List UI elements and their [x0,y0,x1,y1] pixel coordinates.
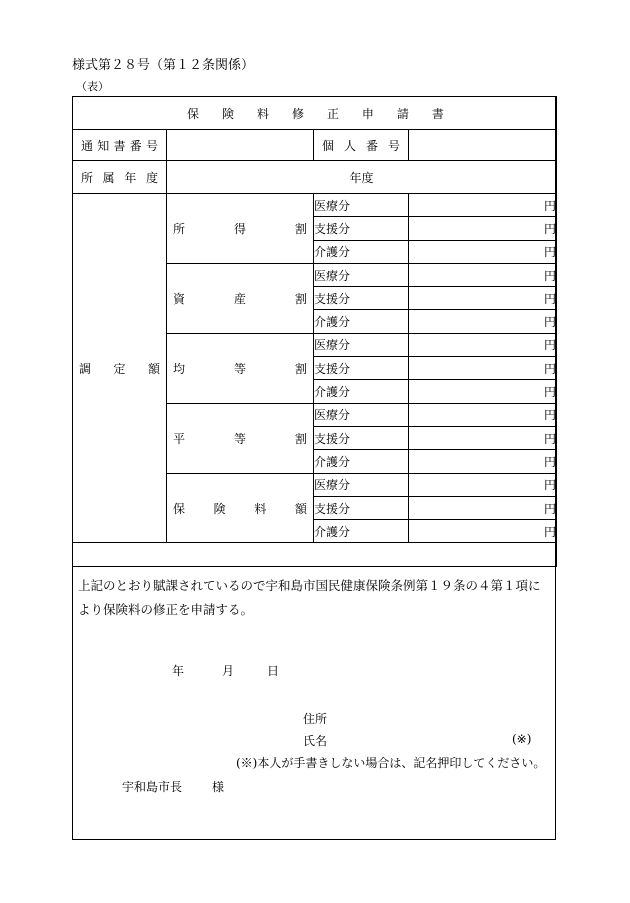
notice-label-char: 号 [145,138,158,153]
year-label-char: 度 [145,170,158,185]
item-label: 介護分 [314,450,409,473]
amount-field[interactable]: 円 [409,520,557,543]
item-label: 医療分 [314,194,409,217]
application-statement: 上記のとおり賦課されているので宇和島市国民健康保険条例第１９条の４第１項により保険料の修正を申請する。 [78,578,541,617]
category-label [167,263,314,333]
title-char: 保 [187,106,200,121]
title-char: 険 [221,106,234,121]
category-char: 割 [294,431,307,446]
date-year: 年 [172,664,185,678]
item-label: 医療分 [314,333,409,356]
item-label: 介護分 [314,310,409,333]
notice-number-field[interactable] [167,130,314,161]
category-char: 平 [173,431,186,446]
personal-label-char: 号 [387,138,400,153]
personal-label-char: 人 [343,138,356,153]
document-title [73,97,557,130]
personal-number-label [314,130,409,161]
notice-label-char: 知 [97,138,110,153]
category-char: 等 [233,361,246,376]
amount-field[interactable]: 円 [409,357,557,380]
fiscal-year-value: 年度 [167,161,557,194]
amount-field[interactable]: 円 [409,217,557,240]
item-label: 介護分 [314,520,409,543]
title-char: 修 [291,106,304,121]
amount-field[interactable]: 円 [409,426,557,449]
title-char: 書 [431,106,444,121]
title-char: 請 [396,106,409,121]
category-char: 資 [173,291,186,306]
amount-field[interactable]: 円 [409,333,557,356]
blank-row [73,543,557,567]
amount-field[interactable]: 円 [409,473,557,496]
application-table [72,96,557,567]
category-label [167,403,314,473]
address-label: 住所 [303,712,328,726]
notice-label-char: 書 [113,138,126,153]
item-label: 支援分 [314,357,409,380]
personal-number-field[interactable] [409,130,557,161]
amount-field[interactable]: 円 [409,310,557,333]
signature-mark: (※) [512,732,532,746]
amount-field[interactable]: 円 [409,287,557,310]
recipient [122,778,224,795]
notice-number-label [73,130,167,161]
front-side-label: （表） [76,80,109,93]
assessed-label-char: 定 [113,361,126,376]
category-char: 均 [173,361,186,376]
category-label [167,473,314,543]
item-label: 支援分 [314,217,409,240]
title-char: 料 [256,106,269,121]
category-char: 得 [233,221,246,236]
category-char: 料 [254,501,267,516]
item-label: 支援分 [314,426,409,449]
amount-field[interactable]: 円 [409,194,557,217]
item-label: 医療分 [314,403,409,426]
amount-field[interactable]: 円 [409,263,557,286]
personal-label-char: 個 [322,138,335,153]
date-month: 月 [222,664,235,678]
category-char: 険 [213,501,226,516]
item-label: 介護分 [314,240,409,263]
assessed-label-char: 額 [147,361,160,376]
item-label: 介護分 [314,380,409,403]
recipient-mayor: 宇和島市長 [122,780,183,794]
amount-field[interactable]: 円 [409,380,557,403]
title-char: 申 [361,106,374,121]
item-label: 支援分 [314,287,409,310]
title-char: 正 [326,106,339,121]
amount-field[interactable]: 円 [409,403,557,426]
notice-label-char: 番 [129,138,142,153]
category-label [167,333,314,403]
category-char: 産 [233,291,246,306]
item-label: 支援分 [314,496,409,519]
form-number: 様式第２８号（第１２条関係） [72,58,255,73]
category-char: 割 [294,221,307,236]
name-label: 氏名 [303,734,328,748]
assessed-label-char: 調 [79,361,92,376]
notice-label-char: 通 [81,138,94,153]
year-label-char: 年 [124,170,137,185]
signature-note: (※)本人が手書きしない場合は、記名押印してください。 [236,756,546,770]
date-day: 日 [267,664,280,678]
fiscal-year-label [73,161,167,194]
item-label: 医療分 [314,473,409,496]
amount-field[interactable]: 円 [409,240,557,263]
amount-field[interactable]: 円 [409,496,557,519]
category-char: 割 [294,361,307,376]
personal-label-char: 番 [365,138,378,153]
assessed-amount-label [73,194,167,543]
category-char: 割 [294,291,307,306]
year-label-char: 属 [102,170,115,185]
category-char: 額 [294,501,307,516]
category-char: 所 [173,221,186,236]
item-label: 医療分 [314,263,409,286]
category-label [167,194,314,264]
year-label-char: 所 [81,170,94,185]
category-char: 等 [233,431,246,446]
recipient-honorific: 様 [212,780,225,794]
amount-field[interactable]: 円 [409,450,557,473]
category-char: 保 [173,501,186,516]
